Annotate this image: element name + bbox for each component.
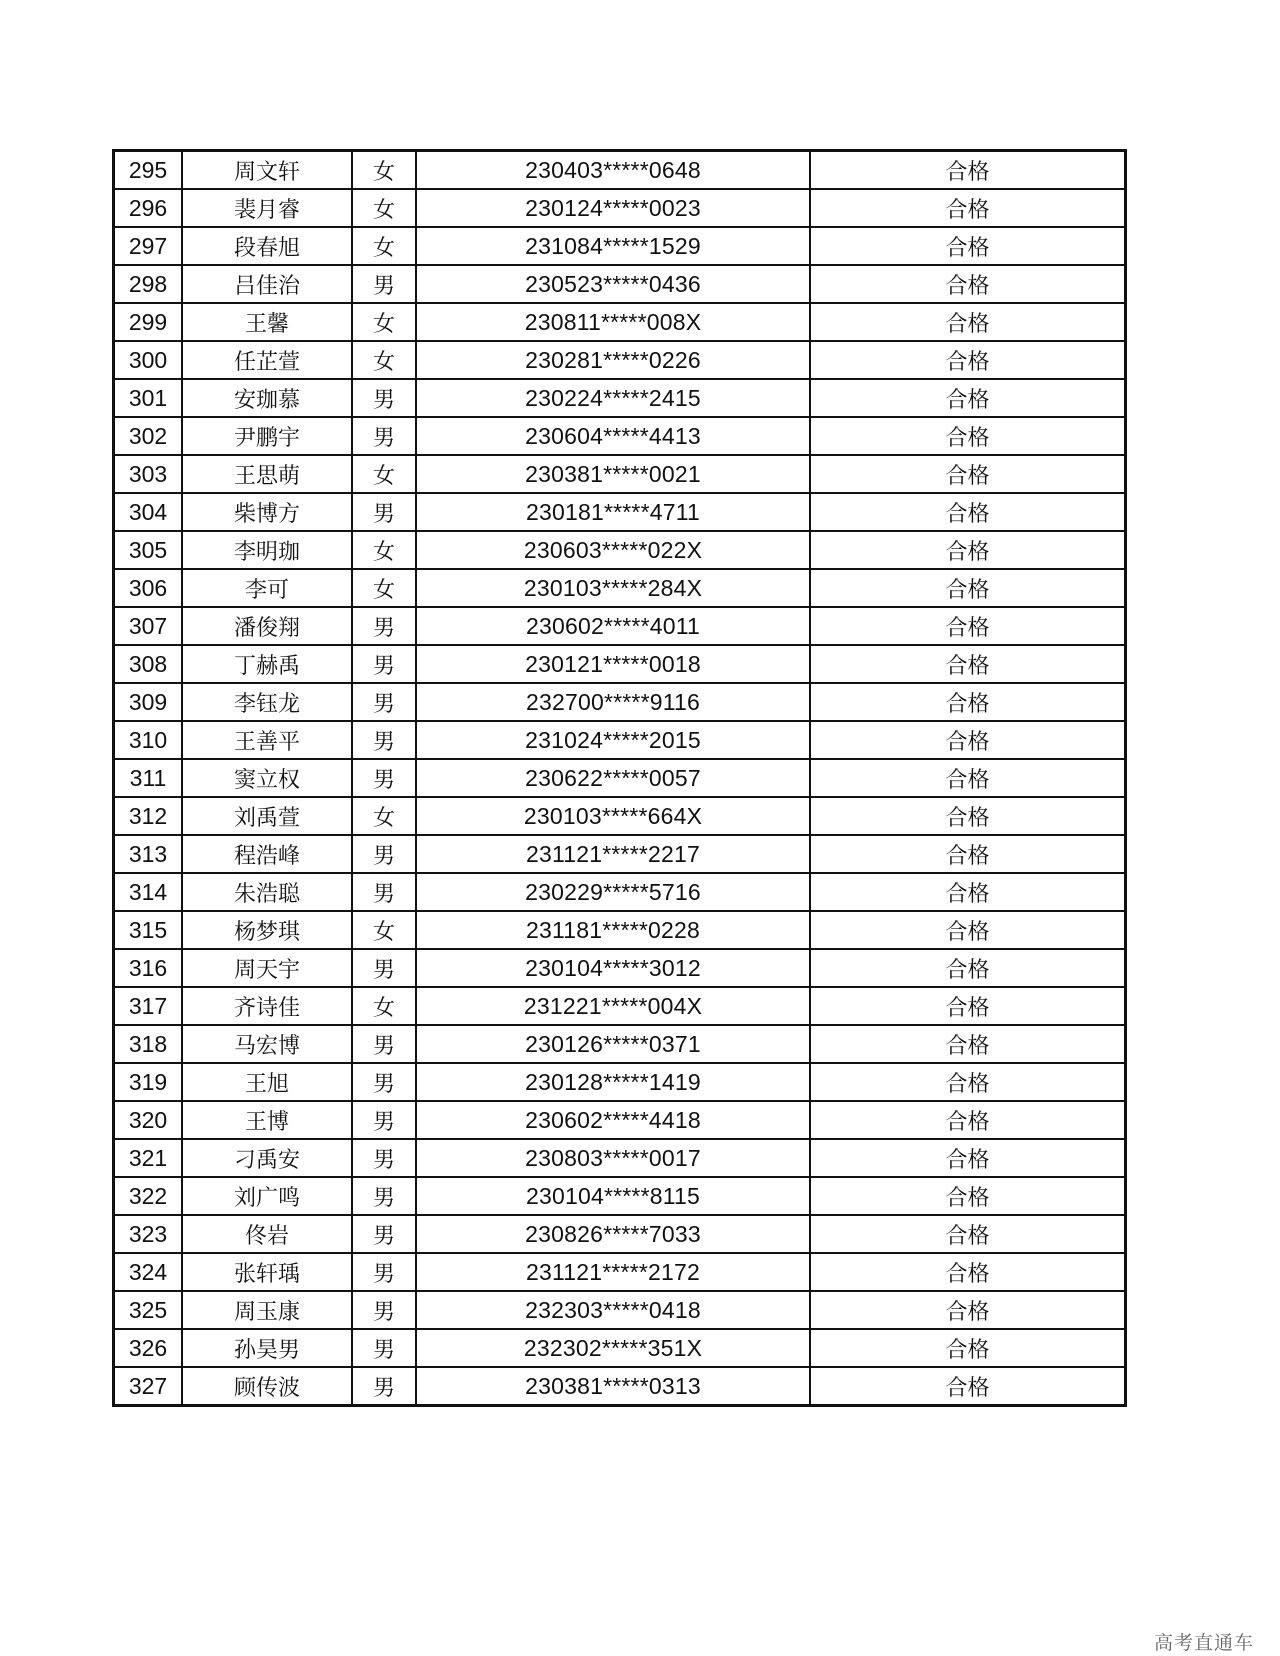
row-number-cell: 305 (114, 531, 183, 569)
table-row (114, 1253, 1126, 1291)
gender-cell: 男 (352, 1215, 416, 1253)
row-number-cell: 315 (114, 911, 183, 949)
result-cell: 合格 (810, 151, 1126, 190)
id-number-cell: 230381*****0313 (416, 1367, 810, 1406)
row-number-cell: 306 (114, 569, 183, 607)
gender-cell: 女 (352, 189, 416, 227)
table-row (114, 341, 1126, 379)
row-number-cell: 327 (114, 1367, 183, 1406)
row-number-cell: 310 (114, 721, 183, 759)
id-number-cell: 230523*****0436 (416, 265, 810, 303)
table-row (114, 835, 1126, 873)
student-name-cell: 任芷萱 (182, 341, 352, 379)
student-name-cell: 潘俊翔 (182, 607, 352, 645)
id-number-cell: 230603*****022X (416, 531, 810, 569)
table-row (114, 1101, 1126, 1139)
id-number-cell: 230104*****3012 (416, 949, 810, 987)
result-cell: 合格 (810, 1291, 1126, 1329)
table-row (114, 379, 1126, 417)
table-row (114, 911, 1126, 949)
id-number-cell: 231024*****2015 (416, 721, 810, 759)
id-number-cell: 232700*****9116 (416, 683, 810, 721)
id-number-cell: 231181*****0228 (416, 911, 810, 949)
table-row (114, 151, 1126, 190)
result-cell: 合格 (810, 949, 1126, 987)
student-name-cell: 尹鹏宇 (182, 417, 352, 455)
student-name-cell: 段春旭 (182, 227, 352, 265)
row-number-cell: 301 (114, 379, 183, 417)
gender-cell: 男 (352, 873, 416, 911)
row-number-cell: 325 (114, 1291, 183, 1329)
id-number-cell: 230121*****0018 (416, 645, 810, 683)
result-cell: 合格 (810, 1253, 1126, 1291)
table-row (114, 455, 1126, 493)
result-cell: 合格 (810, 531, 1126, 569)
id-number-cell: 230803*****0017 (416, 1139, 810, 1177)
student-name-cell: 佟岩 (182, 1215, 352, 1253)
result-cell: 合格 (810, 1139, 1126, 1177)
table-row (114, 303, 1126, 341)
id-number-cell: 231121*****2217 (416, 835, 810, 873)
gender-cell: 男 (352, 1329, 416, 1367)
student-name-cell: 李钰龙 (182, 683, 352, 721)
result-cell: 合格 (810, 873, 1126, 911)
gender-cell: 男 (352, 1063, 416, 1101)
row-number-cell: 311 (114, 759, 183, 797)
row-number-cell: 299 (114, 303, 183, 341)
row-number-cell: 303 (114, 455, 183, 493)
gender-cell: 女 (352, 531, 416, 569)
row-number-cell: 298 (114, 265, 183, 303)
student-name-cell: 周文轩 (182, 151, 352, 190)
roster-table (112, 149, 1127, 1407)
result-cell: 合格 (810, 1025, 1126, 1063)
gender-cell: 男 (352, 265, 416, 303)
student-name-cell: 王博 (182, 1101, 352, 1139)
student-name-cell: 周天宇 (182, 949, 352, 987)
gender-cell: 女 (352, 455, 416, 493)
result-cell: 合格 (810, 417, 1126, 455)
id-number-cell: 232303*****0418 (416, 1291, 810, 1329)
gender-cell: 男 (352, 1177, 416, 1215)
gender-cell: 女 (352, 569, 416, 607)
row-number-cell: 320 (114, 1101, 183, 1139)
result-cell: 合格 (810, 189, 1126, 227)
table-row (114, 797, 1126, 835)
result-cell: 合格 (810, 1177, 1126, 1215)
student-name-cell: 李可 (182, 569, 352, 607)
gender-cell: 女 (352, 341, 416, 379)
id-number-cell: 230622*****0057 (416, 759, 810, 797)
row-number-cell: 318 (114, 1025, 183, 1063)
table-row (114, 531, 1126, 569)
id-number-cell: 230124*****0023 (416, 189, 810, 227)
result-cell: 合格 (810, 1329, 1126, 1367)
result-cell: 合格 (810, 721, 1126, 759)
id-number-cell: 230126*****0371 (416, 1025, 810, 1063)
id-number-cell: 230604*****4413 (416, 417, 810, 455)
row-number-cell: 322 (114, 1177, 183, 1215)
id-number-cell: 230602*****4418 (416, 1101, 810, 1139)
student-name-cell: 安珈慕 (182, 379, 352, 417)
id-number-cell: 230281*****0226 (416, 341, 810, 379)
id-number-cell: 230403*****0648 (416, 151, 810, 190)
row-number-cell: 324 (114, 1253, 183, 1291)
id-number-cell: 231121*****2172 (416, 1253, 810, 1291)
result-cell: 合格 (810, 835, 1126, 873)
gender-cell: 女 (352, 797, 416, 835)
id-number-cell: 230224*****2415 (416, 379, 810, 417)
student-name-cell: 丁赫禹 (182, 645, 352, 683)
row-number-cell: 308 (114, 645, 183, 683)
watermark-text: 高考直通车 (1153, 1632, 1254, 1654)
result-cell: 合格 (810, 607, 1126, 645)
gender-cell: 男 (352, 949, 416, 987)
gender-cell: 男 (352, 1291, 416, 1329)
student-name-cell: 朱浩聪 (182, 873, 352, 911)
result-cell: 合格 (810, 683, 1126, 721)
id-number-cell: 232302*****351X (416, 1329, 810, 1367)
table-row (114, 949, 1126, 987)
row-number-cell: 296 (114, 189, 183, 227)
id-number-cell: 230128*****1419 (416, 1063, 810, 1101)
table-row (114, 683, 1126, 721)
result-cell: 合格 (810, 379, 1126, 417)
gender-cell: 男 (352, 759, 416, 797)
gender-cell: 男 (352, 1367, 416, 1406)
result-cell: 合格 (810, 341, 1126, 379)
table-row (114, 189, 1126, 227)
student-name-cell: 周玉康 (182, 1291, 352, 1329)
result-cell: 合格 (810, 645, 1126, 683)
table-row (114, 1367, 1126, 1406)
result-cell: 合格 (810, 227, 1126, 265)
result-cell: 合格 (810, 569, 1126, 607)
row-number-cell: 295 (114, 151, 183, 190)
student-name-cell: 王馨 (182, 303, 352, 341)
gender-cell: 男 (352, 683, 416, 721)
student-name-cell: 顾传波 (182, 1367, 352, 1406)
table-row (114, 1291, 1126, 1329)
table-row (114, 1177, 1126, 1215)
row-number-cell: 313 (114, 835, 183, 873)
result-cell: 合格 (810, 493, 1126, 531)
row-number-cell: 304 (114, 493, 183, 531)
table-row (114, 607, 1126, 645)
gender-cell: 女 (352, 987, 416, 1025)
roster-body (114, 151, 1126, 1406)
id-number-cell: 230602*****4011 (416, 607, 810, 645)
table-row (114, 265, 1126, 303)
student-name-cell: 王善平 (182, 721, 352, 759)
result-cell: 合格 (810, 1367, 1126, 1406)
gender-cell: 男 (352, 835, 416, 873)
row-number-cell: 314 (114, 873, 183, 911)
student-name-cell: 马宏博 (182, 1025, 352, 1063)
id-number-cell: 230103*****664X (416, 797, 810, 835)
row-number-cell: 326 (114, 1329, 183, 1367)
student-name-cell: 吕佳治 (182, 265, 352, 303)
row-number-cell: 312 (114, 797, 183, 835)
row-number-cell: 302 (114, 417, 183, 455)
result-cell: 合格 (810, 1101, 1126, 1139)
table-row (114, 1063, 1126, 1101)
student-name-cell: 王旭 (182, 1063, 352, 1101)
gender-cell: 男 (352, 645, 416, 683)
row-number-cell: 321 (114, 1139, 183, 1177)
gender-cell: 男 (352, 1025, 416, 1063)
student-name-cell: 王思萌 (182, 455, 352, 493)
student-name-cell: 孙昊男 (182, 1329, 352, 1367)
id-number-cell: 230103*****284X (416, 569, 810, 607)
gender-cell: 男 (352, 1139, 416, 1177)
table-row (114, 873, 1126, 911)
student-name-cell: 裴月睿 (182, 189, 352, 227)
row-number-cell: 319 (114, 1063, 183, 1101)
gender-cell: 女 (352, 151, 416, 190)
gender-cell: 女 (352, 227, 416, 265)
id-number-cell: 230381*****0021 (416, 455, 810, 493)
row-number-cell: 309 (114, 683, 183, 721)
student-name-cell: 刘禹萱 (182, 797, 352, 835)
table-row (114, 493, 1126, 531)
table-row (114, 569, 1126, 607)
gender-cell: 女 (352, 303, 416, 341)
id-number-cell: 231221*****004X (416, 987, 810, 1025)
row-number-cell: 297 (114, 227, 183, 265)
id-number-cell: 231084*****1529 (416, 227, 810, 265)
student-name-cell: 齐诗佳 (182, 987, 352, 1025)
id-number-cell: 230229*****5716 (416, 873, 810, 911)
gender-cell: 男 (352, 1101, 416, 1139)
gender-cell: 男 (352, 417, 416, 455)
result-cell: 合格 (810, 797, 1126, 835)
result-cell: 合格 (810, 303, 1126, 341)
table-row (114, 645, 1126, 683)
student-name-cell: 杨梦琪 (182, 911, 352, 949)
table-row (114, 1329, 1126, 1367)
student-name-cell: 刁禹安 (182, 1139, 352, 1177)
table-row (114, 1215, 1126, 1253)
table-row (114, 987, 1126, 1025)
student-name-cell: 柴博方 (182, 493, 352, 531)
gender-cell: 男 (352, 379, 416, 417)
row-number-cell: 316 (114, 949, 183, 987)
student-name-cell: 刘广鸣 (182, 1177, 352, 1215)
row-number-cell: 307 (114, 607, 183, 645)
id-number-cell: 230104*****8115 (416, 1177, 810, 1215)
id-number-cell: 230181*****4711 (416, 493, 810, 531)
result-cell: 合格 (810, 911, 1126, 949)
student-name-cell: 窦立权 (182, 759, 352, 797)
gender-cell: 男 (352, 607, 416, 645)
result-cell: 合格 (810, 1215, 1126, 1253)
result-cell: 合格 (810, 1063, 1126, 1101)
table-row (114, 759, 1126, 797)
student-name-cell: 张轩瑀 (182, 1253, 352, 1291)
result-cell: 合格 (810, 759, 1126, 797)
result-cell: 合格 (810, 265, 1126, 303)
row-number-cell: 300 (114, 341, 183, 379)
student-name-cell: 程浩峰 (182, 835, 352, 873)
result-cell: 合格 (810, 987, 1126, 1025)
gender-cell: 男 (352, 493, 416, 531)
table-row (114, 721, 1126, 759)
table-row (114, 1025, 1126, 1063)
row-number-cell: 317 (114, 987, 183, 1025)
gender-cell: 男 (352, 721, 416, 759)
gender-cell: 女 (352, 911, 416, 949)
student-name-cell: 李明珈 (182, 531, 352, 569)
id-number-cell: 230826*****7033 (416, 1215, 810, 1253)
table-row (114, 227, 1126, 265)
gender-cell: 男 (352, 1253, 416, 1291)
table-row (114, 1139, 1126, 1177)
id-number-cell: 230811*****008X (416, 303, 810, 341)
result-cell: 合格 (810, 455, 1126, 493)
table-row (114, 417, 1126, 455)
row-number-cell: 323 (114, 1215, 183, 1253)
